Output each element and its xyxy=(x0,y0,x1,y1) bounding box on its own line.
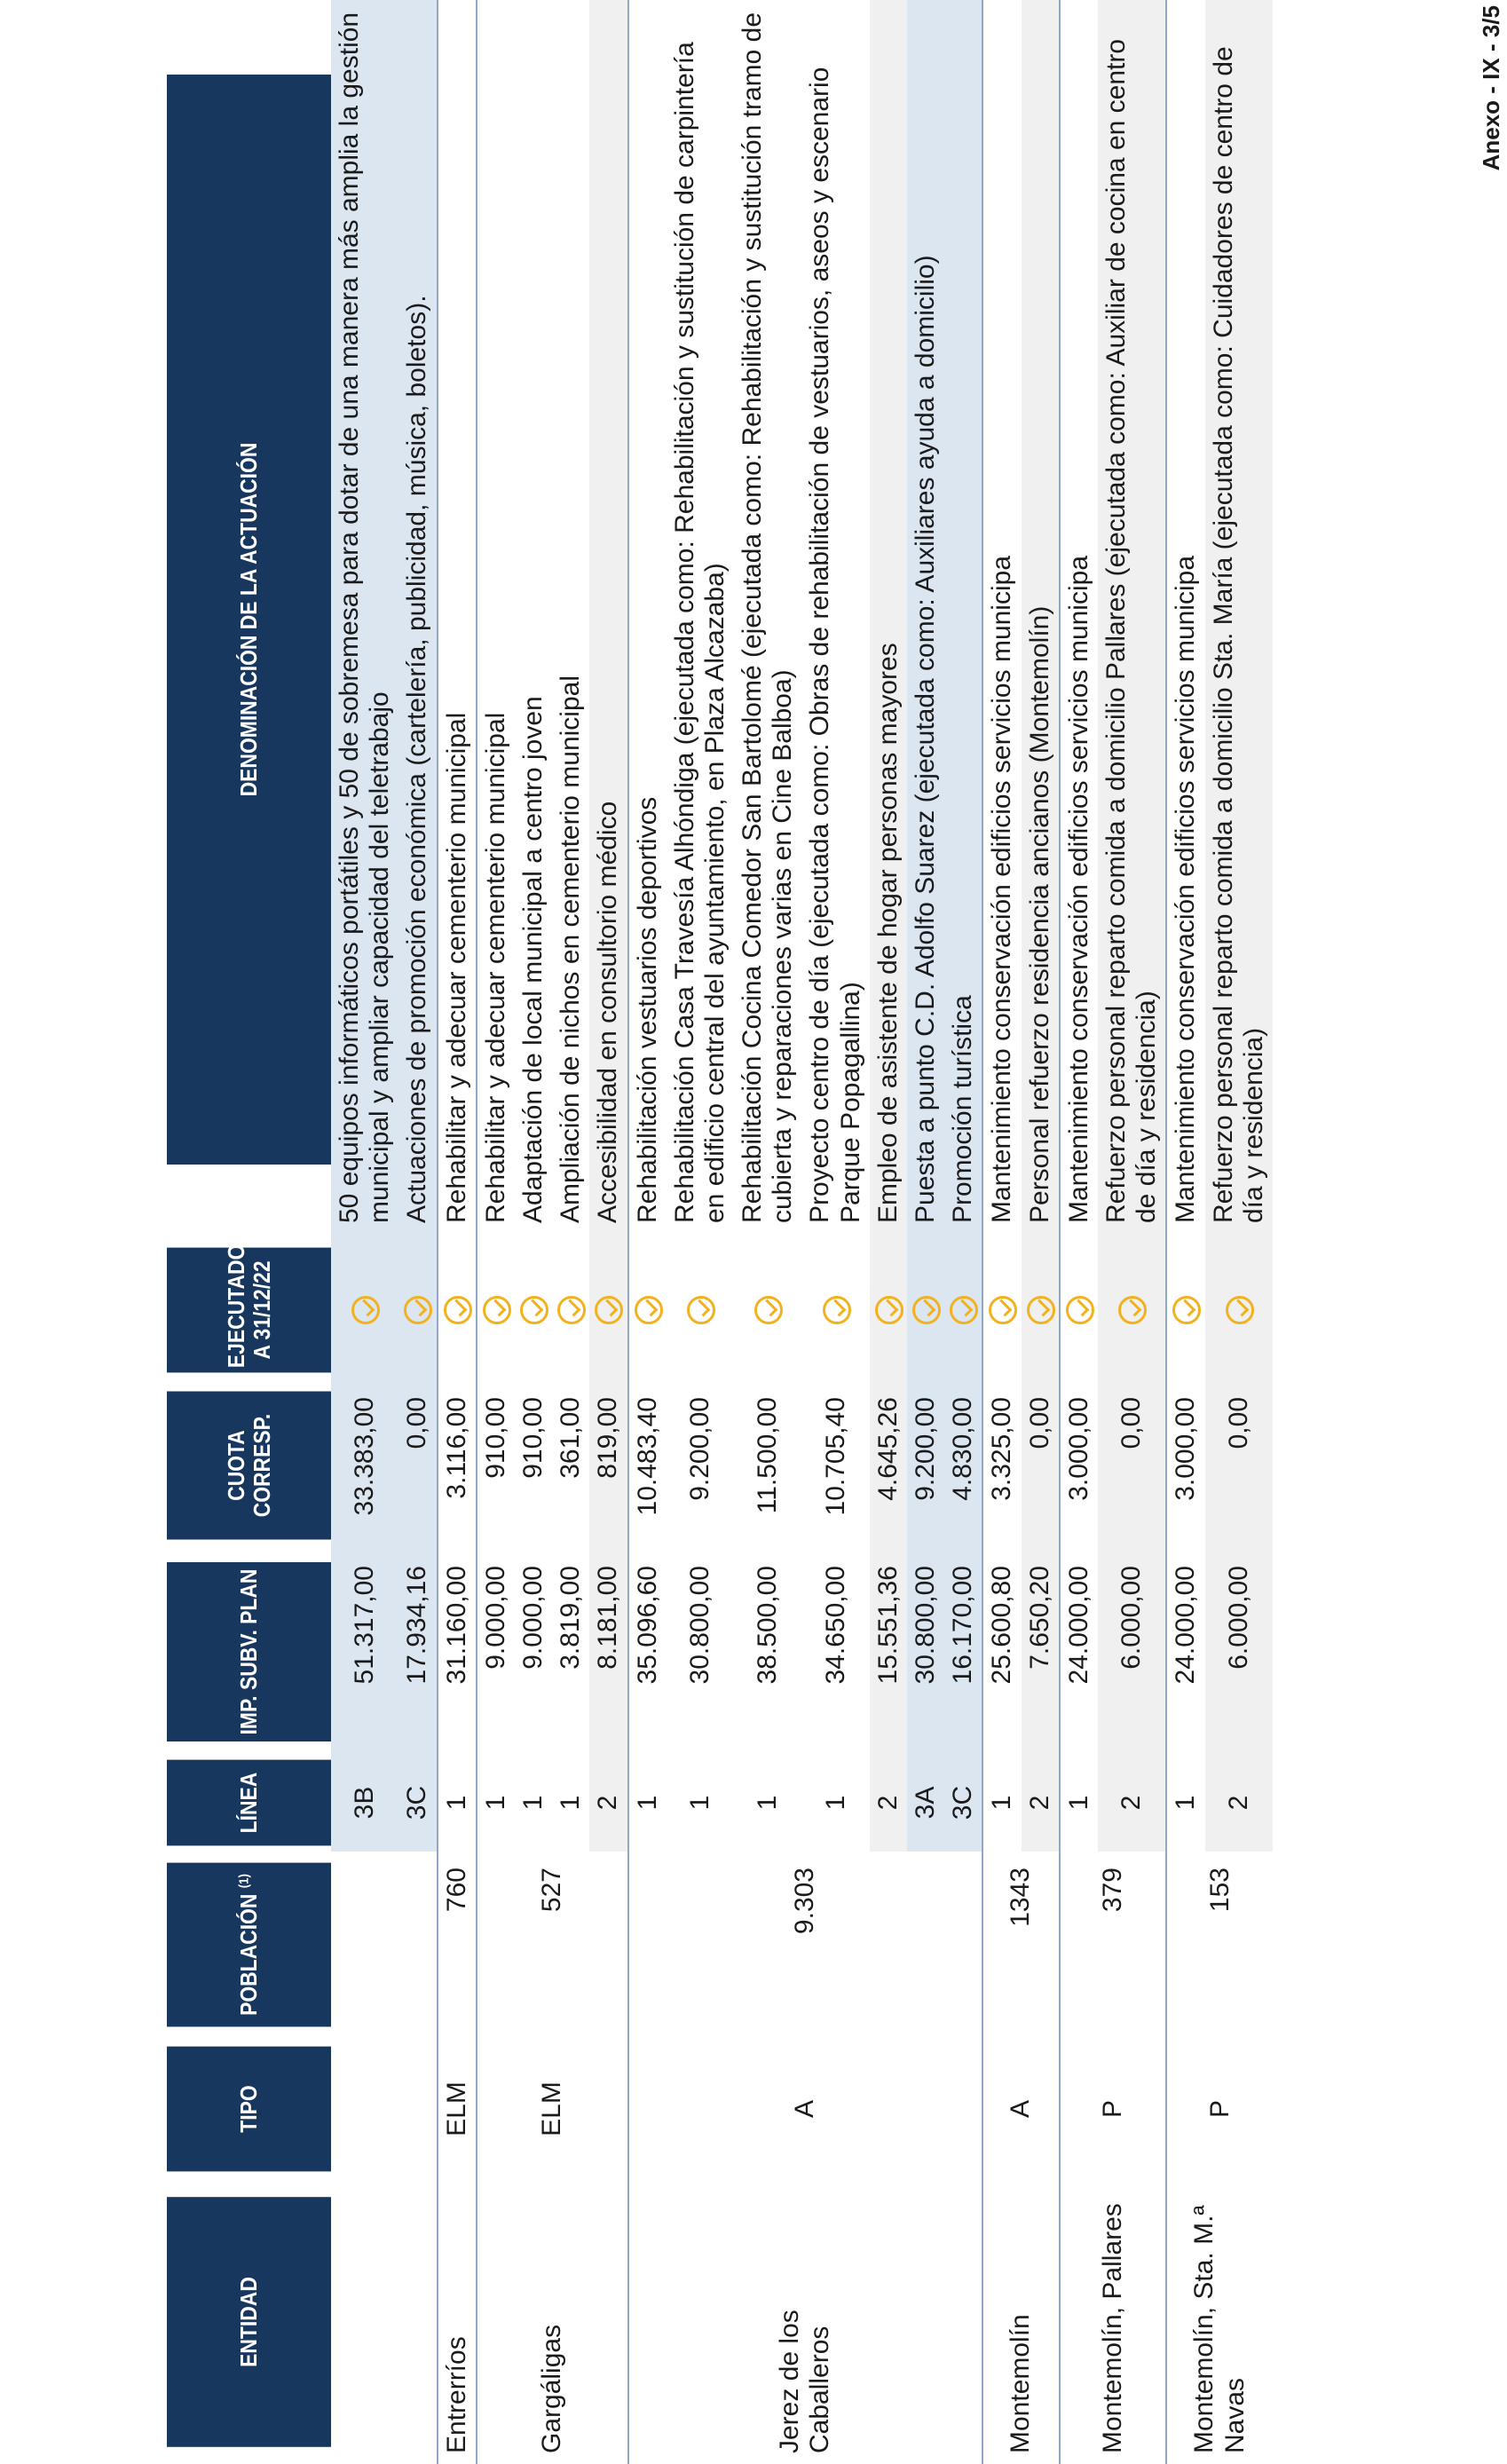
ejecutado-cell xyxy=(1166,1239,1204,1381)
imp-cell: 16.170,00 xyxy=(944,1550,982,1754)
table-row xyxy=(477,0,515,2464)
header-ejecutado: EJECUTADO A 31/12/22 xyxy=(167,1248,331,1373)
tipo-cell: P xyxy=(1060,2038,1167,2180)
ejecutado-cell xyxy=(628,1239,667,1381)
imp-cell: 6.000,00 xyxy=(1205,1550,1273,1754)
ejecutado-cell xyxy=(552,1239,589,1381)
entity-cell: Jerez de los Caballeros xyxy=(628,2180,983,2464)
poblacion-cell: 1343 xyxy=(982,1852,1059,2038)
header-row xyxy=(167,0,331,2464)
linea-cell: 1 xyxy=(753,1795,783,1811)
rotated-table-wrapper xyxy=(167,0,1507,2464)
linea-cell: 1 xyxy=(982,1754,1021,1852)
ejecutado-cell xyxy=(438,1239,477,1381)
cuota-cell: 910,00 xyxy=(517,1397,548,1479)
check-circle-icon xyxy=(557,1296,586,1324)
header-denominacion: DENOMINACIÓN DE LA ACTUACIÓN xyxy=(167,75,331,1165)
check-circle-icon xyxy=(1066,1296,1094,1324)
ejecutado-cell xyxy=(398,1239,437,1381)
denominacion-cell: Rehabilitar y adecuar cementerio municipal xyxy=(438,0,477,1239)
check-circle-icon xyxy=(444,1296,472,1324)
linea-cell: 1 xyxy=(1166,1754,1204,1852)
header-tipo: TIPO xyxy=(167,2047,331,2172)
denominacion-cell: Rehabilitar y adecuar cementerio municipal xyxy=(477,0,515,1239)
denominacion-cell: Rehabilitación Casa Travesía Alhóndiga (ejecutada como: Rehabilitación y sustitución de carpintería en edificio central del ayuntamiento, en Plaza Alcazaba) xyxy=(669,42,730,1223)
cuota-cell: 4.645,26 xyxy=(870,1381,907,1550)
linea-cell: 1 xyxy=(628,1754,667,1852)
imp-cell: 30.800,00 xyxy=(907,1550,944,1754)
entity-cell: Gargáligas xyxy=(477,2180,628,2464)
ejecutado-cell xyxy=(734,1239,801,1381)
check-circle-icon xyxy=(404,1296,432,1324)
poblacion-cell: 9.303 xyxy=(628,1852,983,2038)
check-circle-icon xyxy=(912,1296,941,1324)
imp-cell: 9.000,00 xyxy=(477,1550,515,1754)
cuota-cell: 11.500,00 xyxy=(753,1397,783,1514)
ejecutado-cell xyxy=(331,1239,398,1381)
cuota-cell: 9.200,00 xyxy=(907,1381,944,1550)
cuota-cell: 0,00 xyxy=(398,1381,437,1550)
table-row xyxy=(982,0,1021,2464)
poblacion-cell xyxy=(331,1852,438,2038)
cuota-cell: 0,00 xyxy=(1022,1381,1060,1550)
check-circle-icon xyxy=(875,1296,903,1324)
imp-cell: 8.181,00 xyxy=(589,1550,627,1754)
denominacion-cell: Puesta a punto C.D. Adolfo Suarez (ejecutada como: Auxiliares ayuda a domicilio) xyxy=(907,0,944,1239)
linea-cell: 3B xyxy=(331,1754,398,1852)
check-circle-icon xyxy=(687,1296,715,1324)
linea-cell: 3A xyxy=(907,1754,944,1852)
ejecutado-cell xyxy=(801,1239,869,1381)
denominacion-cell: 50 equipos informáticos portátiles y 50 de sobremesa para dotar de una manera más amplia la gestión municipal y ampliar capacidad del teletrabajo xyxy=(331,0,398,1239)
cuota-cell: 33.383,00 xyxy=(331,1381,398,1550)
cuota-cell: 0,00 xyxy=(1098,1381,1166,1550)
imp-cell: 7.650,20 xyxy=(1022,1550,1060,1754)
linea-cell: 1 xyxy=(1060,1754,1098,1852)
denominacion-cell: Empleo de asistente de hogar personas mayores xyxy=(870,0,907,1239)
linea-cell: 3C xyxy=(398,1754,437,1852)
ejecutado-cell xyxy=(907,1239,944,1381)
check-circle-icon xyxy=(823,1296,851,1324)
ejecutado-cell xyxy=(515,1239,552,1381)
denominacion-cell: Mantenimiento conservación edificios servicios municipa xyxy=(1060,0,1098,1239)
imp-cell: 3.819,00 xyxy=(556,1566,586,1670)
imp-cell: 24.000,00 xyxy=(1060,1550,1098,1754)
denominacion-cell: Ampliación de nichos en cementerio municipal xyxy=(556,675,586,1223)
check-circle-icon xyxy=(351,1296,380,1324)
ejecutado-cell xyxy=(1060,1239,1098,1381)
header-poblacion xyxy=(167,1863,331,2027)
check-circle-icon xyxy=(483,1296,511,1324)
ejecutado-cell xyxy=(589,1239,627,1381)
cuota-cell: 4.830,00 xyxy=(944,1381,982,1550)
tipo-cell: A xyxy=(628,2038,983,2180)
entity-cell: Montemolín xyxy=(982,2180,1059,2464)
cuota-cell: 3.000,00 xyxy=(1060,1381,1098,1550)
linea-cell: 1 xyxy=(517,1795,548,1811)
imp-cell: 15.551,36 xyxy=(870,1550,907,1754)
table-row xyxy=(1166,0,1204,2464)
tipo-cell: P xyxy=(1166,2038,1273,2180)
denominacion-cell: Rehabilitación vestuarios deportivos xyxy=(628,0,667,1239)
poblacion-cell: 760 xyxy=(438,1852,477,2038)
denominacion-cell: Accesibilidad en consultorio médico xyxy=(589,0,627,1239)
cuota-cell: 361,00 xyxy=(556,1397,586,1479)
check-circle-icon xyxy=(989,1296,1017,1324)
cuota-cell: 0,00 xyxy=(1205,1381,1273,1550)
linea-cell: 2 xyxy=(1205,1754,1273,1852)
entity-cell xyxy=(331,2180,438,2464)
imp-cell: 9.000,00 xyxy=(517,1566,548,1670)
denominacion-cell: Adaptación de local municipal a centro joven xyxy=(517,696,548,1223)
denominacion-cell: Personal refuerzo residencia ancianos (Montemolín) xyxy=(1022,0,1060,1239)
imp-cell: 34.650,00 xyxy=(820,1566,850,1685)
actions-table xyxy=(167,0,1273,2464)
poblacion-cell: 379 xyxy=(1060,1852,1167,2038)
denominacion-cell: Refuerzo personal reparto comida a domicilio Pallares (ejecutada como: Auxiliar de cocina en centro de día y residencia) xyxy=(1098,0,1166,1239)
header-poblacion-note: (1) xyxy=(236,1874,252,1889)
denominacion-cell: Mantenimiento conservación edificios servicios municipa xyxy=(982,0,1021,1239)
cuota-cell: 819,00 xyxy=(589,1381,627,1550)
check-circle-icon xyxy=(1027,1296,1055,1324)
header-cuota: CUOTA CORRESP. xyxy=(167,1391,331,1539)
entity-cell: Montemolín, Sta. M.ª Navas xyxy=(1166,2180,1273,2464)
ejecutado-cell xyxy=(870,1239,907,1381)
tipo-cell: A xyxy=(982,2038,1059,2180)
table-row xyxy=(628,0,667,2464)
check-circle-icon xyxy=(635,1296,663,1324)
linea-cell: 3C xyxy=(944,1754,982,1852)
cuota-cell: 10.705,40 xyxy=(820,1397,850,1516)
denominacion-cell: Mantenimiento conservación edificios servicios municipa xyxy=(1166,0,1204,1239)
linea-cell: 1 xyxy=(477,1754,515,1852)
cuota-cell: 3.325,00 xyxy=(982,1381,1021,1550)
poblacion-cell: 153 xyxy=(1166,1852,1273,2038)
table-row xyxy=(331,0,398,2464)
ejecutado-cell xyxy=(477,1239,515,1381)
linea-cell: 1 xyxy=(684,1795,714,1811)
check-circle-icon xyxy=(950,1296,978,1324)
tipo-cell: ELM xyxy=(438,2038,477,2180)
ejecutado-cell xyxy=(1022,1239,1060,1381)
header-imp: IMP. SUBV. PLAN xyxy=(167,1562,331,1741)
check-circle-icon xyxy=(1118,1296,1147,1324)
entity-cell: Montemolín, Pallares xyxy=(1060,2180,1167,2464)
imp-cell: 38.500,00 xyxy=(753,1566,783,1685)
linea-cell: 1 xyxy=(820,1795,850,1811)
annex-text: Anexo - IX - 3/5 xyxy=(1478,5,1504,171)
ejecutado-cell xyxy=(667,1239,734,1381)
ejecutado-cell xyxy=(982,1239,1021,1381)
check-circle-icon xyxy=(595,1296,623,1324)
check-circle-icon xyxy=(520,1296,548,1324)
ejecutado-cell xyxy=(1205,1239,1273,1381)
linea-cell: 1 xyxy=(438,1754,477,1852)
linea-cell: 2 xyxy=(1098,1754,1166,1852)
cuota-cell: 910,00 xyxy=(477,1381,515,1550)
denominacion-cell: Refuerzo personal reparto comida a domicilio Sta. María (ejecutada como: Cuidadores de centro de día y residencia) xyxy=(1205,0,1273,1239)
header-poblacion-label: POBLACIÓN xyxy=(235,1893,263,2016)
imp-cell: 6.000,00 xyxy=(1098,1550,1166,1754)
linea-cell: 2 xyxy=(589,1754,627,1852)
header-entidad: ENTIDAD xyxy=(167,2197,331,2447)
imp-cell: 24.000,00 xyxy=(1166,1550,1204,1754)
denominacion-cell: Proyecto centro de día (ejecutada como: Obras de rehabilitación de vestuarios, aseos y escenario Parque Popagallina) xyxy=(805,67,865,1223)
imp-cell: 35.096,60 xyxy=(628,1550,667,1754)
cuota-cell: 9.200,00 xyxy=(684,1397,714,1501)
table-row xyxy=(438,0,477,2464)
check-circle-icon xyxy=(754,1296,783,1324)
denominacion-cell: Rehabilitación Cocina Comedor San Bartolomé (ejecutada como: Rehabilitación y sustitución tramo de cubierta y reparaciones varias en Cine Balboa) xyxy=(738,12,798,1223)
denominacion-cell: Actuaciones de promoción económica (cartelería, publicidad, música, boletos). xyxy=(398,0,437,1239)
imp-cell: 17.934,16 xyxy=(398,1550,437,1754)
check-circle-icon xyxy=(1172,1296,1201,1324)
cuota-cell: 3.116,00 xyxy=(438,1381,477,1550)
cuota-cell: 3.000,00 xyxy=(1166,1381,1204,1550)
ejecutado-cell xyxy=(1098,1239,1166,1381)
linea-cell: 2 xyxy=(870,1754,907,1852)
linea-cell: 2 xyxy=(1022,1754,1060,1852)
denominacion-cell: Promoción turística xyxy=(944,0,982,1239)
imp-cell: 30.800,00 xyxy=(684,1566,714,1685)
check-circle-icon xyxy=(1226,1296,1254,1324)
header-linea: LÍNEA xyxy=(167,1760,331,1846)
tipo-cell: ELM xyxy=(477,2038,628,2180)
imp-cell: 31.160,00 xyxy=(438,1550,477,1754)
ejecutado-cell xyxy=(944,1239,982,1381)
table-row xyxy=(1060,0,1098,2464)
imp-cell: 51.317,00 xyxy=(331,1550,398,1754)
cuota-cell: 10.483,40 xyxy=(628,1381,667,1550)
imp-cell: 25.600,80 xyxy=(982,1550,1021,1754)
linea-cell: 1 xyxy=(556,1795,586,1811)
entity-cell: Entrerríos xyxy=(438,2180,477,2464)
poblacion-cell: 527 xyxy=(477,1852,628,2038)
tipo-cell xyxy=(331,2038,438,2180)
